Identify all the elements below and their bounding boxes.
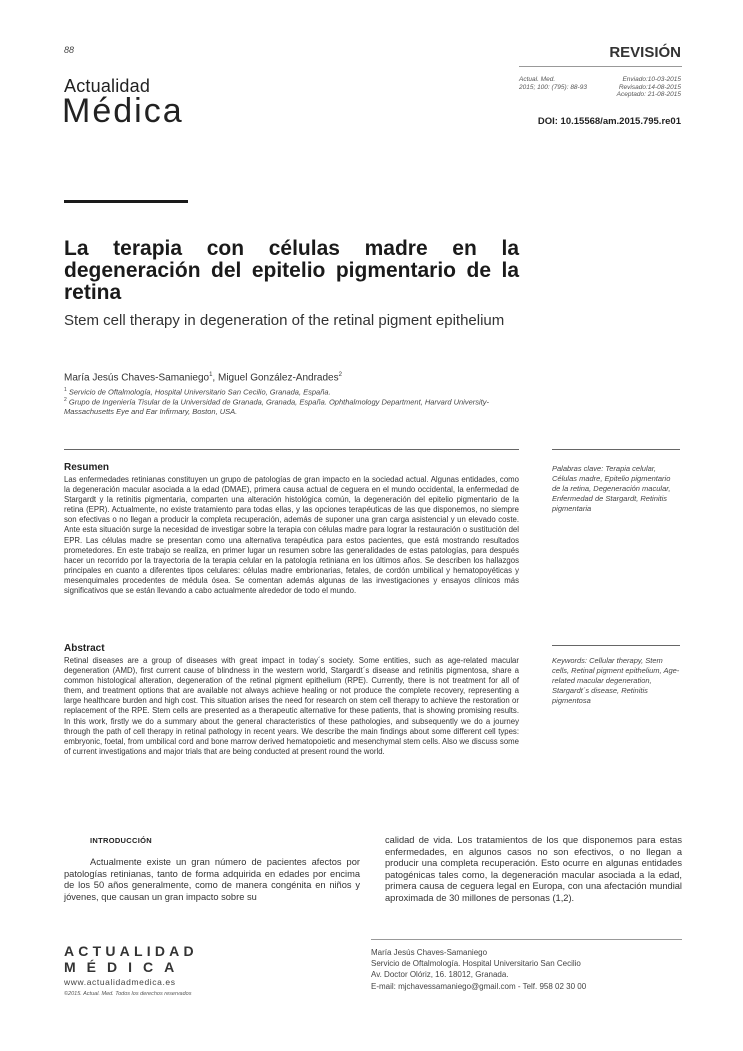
author-affil-num: 2 bbox=[338, 372, 342, 378]
footer-brand-line2: MÉDICA bbox=[64, 959, 186, 975]
keywords-divider bbox=[552, 645, 680, 646]
authors bbox=[64, 372, 342, 383]
intro-paragraph: Actualmente existe un gran número de pacientes afectos por patologías retinianas, tanto de forma adquirida en edades por encima de los 50 años generalmente, como de manera congénita en niños y jóvenes, que causan un gran impacto sobre su bbox=[64, 857, 360, 902]
resumen-heading: Resumen bbox=[64, 462, 110, 473]
affiliation-text: Grupo de Ingeniería Tisular de la Universidad de Granada, Granada, España. Ophthalmology Department, Harvard University-Massachusetts Eye and Ear Infirmary, Boston, USA. bbox=[64, 397, 490, 416]
abstract-divider bbox=[64, 449, 519, 450]
date-revised: Revisado:14-08-2015 bbox=[618, 83, 681, 91]
header-divider bbox=[519, 66, 682, 67]
footer-divider bbox=[371, 939, 682, 940]
palabras-clave: Palabras clave: Terapia celular, Células madre, Epitelio pigmentario de la retina, Degeneración macular, Enfermedad de Stargardt, Retinitis pigmentaria bbox=[552, 464, 671, 513]
affiliation-num: 1 bbox=[64, 387, 67, 393]
journal-logo-main: Médica bbox=[62, 92, 184, 130]
logo-divider bbox=[64, 200, 188, 203]
body-column-left bbox=[64, 836, 360, 903]
author-name: María Jesús Chaves-Samaniego bbox=[64, 372, 210, 384]
journal-logo-top: Actualidad bbox=[64, 76, 151, 96]
resumen-text: Las enfermedades retinianas constituyen un grupo de patologías de gran impacto en la sociedad actual. Algunas entidades, como la degeneración macular asociada a la edad (DMAE), primera causa actual de ceguera en el mundo occidental, la enfermedad de Stargardt y la retinitis pigmentaria, comparten una alteración histológica común, la degeneración del epitelio pigmentario de la retina (EPR). Actualmente, no existe tratamiento para todas ellas, y las opciones terapéuticas de las que disponemos, no siempre son efectivas o no llegan a producir la completa recuperación, además de suponer una gran carga asistencial y un elevado coste. Ante esta situación surge la necesidad de investigar sobre la terapia con células madre para lograr la restauración o sustitución del EPR. Las células madre se presentan como una alternativa terapéutica para estos pacientes, que está mostrando resultados prometedores. En este trabajo se realiza, en primer lugar un resumen sobre las generalidades de estas patologías, para después hacer un recorrido por la trayectoria de la terapia celular en la patología retiniana en los últimos años. Se describen los hallazgos principales en cuanto a diferentes tipos celulares: células madre embrionarias, fetales, de cordón umbilical y hematopoyéticas y mesenquimales procedentes de médula ósea. Se comentan además algunas de las investigaciones y ensayos clínicos más significativos que se están llevando a cabo actualmente alrededor de todo el mundo. bbox=[64, 475, 519, 596]
article-title: La terapia con células madre en la degeneración del epitelio pigmentario de la retina bbox=[64, 237, 519, 304]
footer-copyright: ©2015. Actual. Med. Todos los derechos reservados bbox=[64, 991, 192, 997]
correspondence-institution: Servicio de Oftalmología. Hospital Universitario San Cecilio bbox=[371, 959, 581, 969]
affiliation-num: 2 bbox=[64, 397, 67, 403]
correspondence-name: María Jesús Chaves-Samaniego bbox=[371, 948, 488, 957]
footer-url[interactable]: www.actualidadmedica.es bbox=[64, 977, 176, 987]
page-number: 88 bbox=[64, 45, 75, 55]
journal-ref-line: 2015; 100: (795): 88-93 bbox=[519, 84, 587, 91]
journal-reference bbox=[519, 76, 599, 92]
author-affil-num: 1 bbox=[209, 372, 213, 378]
author-name: Miguel González-Andrades bbox=[217, 372, 339, 384]
date-sent: Enviado:10-03-2015 bbox=[622, 76, 681, 83]
footer-brand-line1: ACTUALIDAD bbox=[64, 943, 198, 959]
correspondence-address: Av. Doctor Olóriz, 16. 18012, Granada. bbox=[371, 970, 509, 980]
date-accepted: Aceptado: 21-08-2015 bbox=[616, 91, 681, 98]
affiliation-text: Servicio de Oftalmología, Hospital Universitario San Cecilio, Granada, España. bbox=[66, 387, 331, 397]
abstract-heading: Abstract bbox=[64, 643, 105, 654]
intro-heading: INTRODUCCIÓN bbox=[90, 836, 152, 845]
abstract-text: Retinal diseases are a group of diseases with great impact in today´s society. Some entities, such as age-related macular degeneration (AMD), first current cause of blindness in the western world, Stargardt´s disease and retinitis pigmentosa, share a common histological alteration, degeneration of the retinal pigment epithelium (RPE). Currently, there is not treatment for all of them, and treatment options that are available not always achieve healing or not produce the complete recovery, representing a large healthcare burden and high cost. This situation arises the need for research on stem cell therapy to achieve the restoration or replacement of the RPE. Stem cells are presented as a therapeutic alternative for these patients, that is showing promising results. In this work, firstly we do a summary about the general characteristics of these pathologies, and subsequently we do a journey through the path of cell therapy in retinal pathology in recent years. We describe the main findings about some different cell types: embryonic, foetal, from umbilical cord and bone marrow derived hematopoietic and mesenchymal stem cells. Also we discuss some of current investigations and major trials that are being conducted at present round the world. bbox=[64, 656, 519, 756]
author-separator: , bbox=[212, 372, 218, 384]
submission-dates bbox=[617, 76, 681, 99]
affiliation bbox=[64, 396, 519, 417]
doi[interactable]: DOI: 10.15568/am.2015.795.re01 bbox=[537, 116, 681, 127]
journal-ref-line: Actual. Med. bbox=[519, 76, 556, 83]
body-column-right: calidad de vida. Los tratamientos de los que disponemos para estas enfermedades, en algunos casos no son efectivos, o no llegan a producir una completa recuperación. Esto ocurre en algunas entidades patogénicas tales como, la degeneración macular asociada a la edad, primera causa de ceguera legal en Europa, con una afectación mundial aproximada de 30 millones de personas (1,2). bbox=[385, 835, 682, 903]
keywords-divider bbox=[552, 449, 680, 450]
section-label: REVISIÓN bbox=[609, 44, 681, 61]
correspondence-block bbox=[371, 947, 586, 992]
correspondence-contact[interactable]: E-mail: mjchavessamaniego@gmail.com - Telf. 958 02 30 00 bbox=[371, 981, 587, 991]
article-subtitle: Stem cell therapy in degeneration of the retinal pigment epithelium bbox=[64, 312, 505, 329]
keywords: Keywords: Cellular therapy, Stem cells, Retinal pigment epithelium, Age-related macular degeneration, Stargardt´s disease, Retinitis pigmentosa bbox=[552, 656, 680, 705]
